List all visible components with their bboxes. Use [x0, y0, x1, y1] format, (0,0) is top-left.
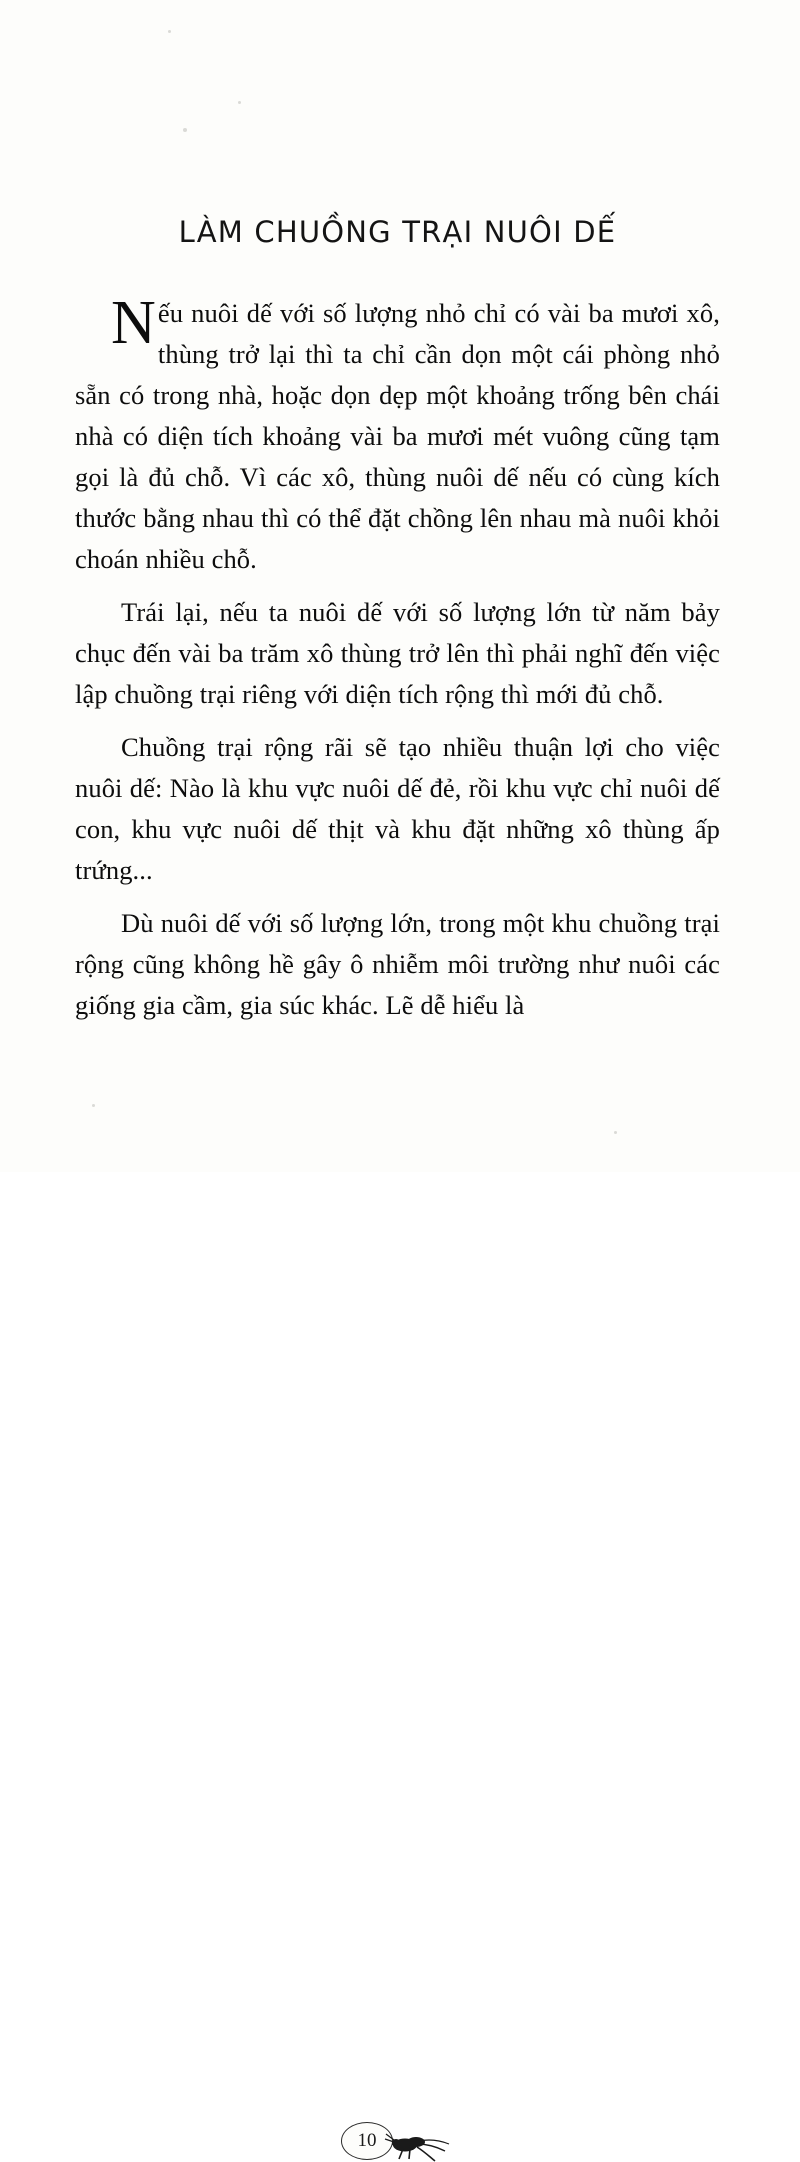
scan-speck — [238, 101, 241, 104]
body-paragraph — [75, 289, 720, 580]
page-number: 10 — [341, 2122, 393, 2160]
paragraph-text: ếu nuôi dế với số lượng nhỏ chỉ có vài ba mươi xô, thùng trở lại thì ta chỉ cần dọn một cái phòng nhỏ sẵn có trong nhà, hoặc dọn dẹp một khoảng trống bên chái nhà có diện tích khoảng vài ba mươi mét vuông cũng tạm gọi là đủ chỗ. Vì các xô, thùng nuôi dế nếu có cùng kích thước bằng nhau thì có thể đặt chồng lên nhau mà nuôi khỏi choán nhiều chỗ. — [75, 298, 720, 574]
body-paragraph: Dù nuôi dế với số lượng lớn, trong một khu chuồng trại rộng cũng không hề gây ô nhiễm môi trường như nuôi các giống gia cầm, gia súc khác. Lẽ dễ hiểu là — [75, 908, 720, 1020]
page-content — [75, 215, 720, 1038]
body-paragraph: Trái lại, nếu ta nuôi dế với số lượng lớn từ năm bảy chục đến vài ba trăm xô thùng trở lên thì phải nghĩ đến việc lập chuồng trại riêng với diện tích rộng thì mới đủ chỗ. — [75, 597, 720, 709]
scan-speck — [183, 128, 187, 132]
scan-speck — [168, 30, 171, 33]
page-footer — [0, 1060, 800, 2151]
body-paragraph: Chuồng trại rộng rãi sẽ tạo nhiều thuận lợi cho việc nuôi dế: Nào là khu vực nuôi dế đẻ, rồi khu vực chỉ nuôi dế con, khu vực nuôi dế thịt và khu đặt những xô thùng ấp trứng... — [75, 732, 720, 885]
page-title: LÀM CHUỒNG TRẠI NUÔI DẾ — [178, 215, 617, 249]
scan-speck — [614, 1131, 617, 1134]
drop-cap: N — [111, 289, 156, 357]
cricket-icon — [383, 2128, 453, 2162]
